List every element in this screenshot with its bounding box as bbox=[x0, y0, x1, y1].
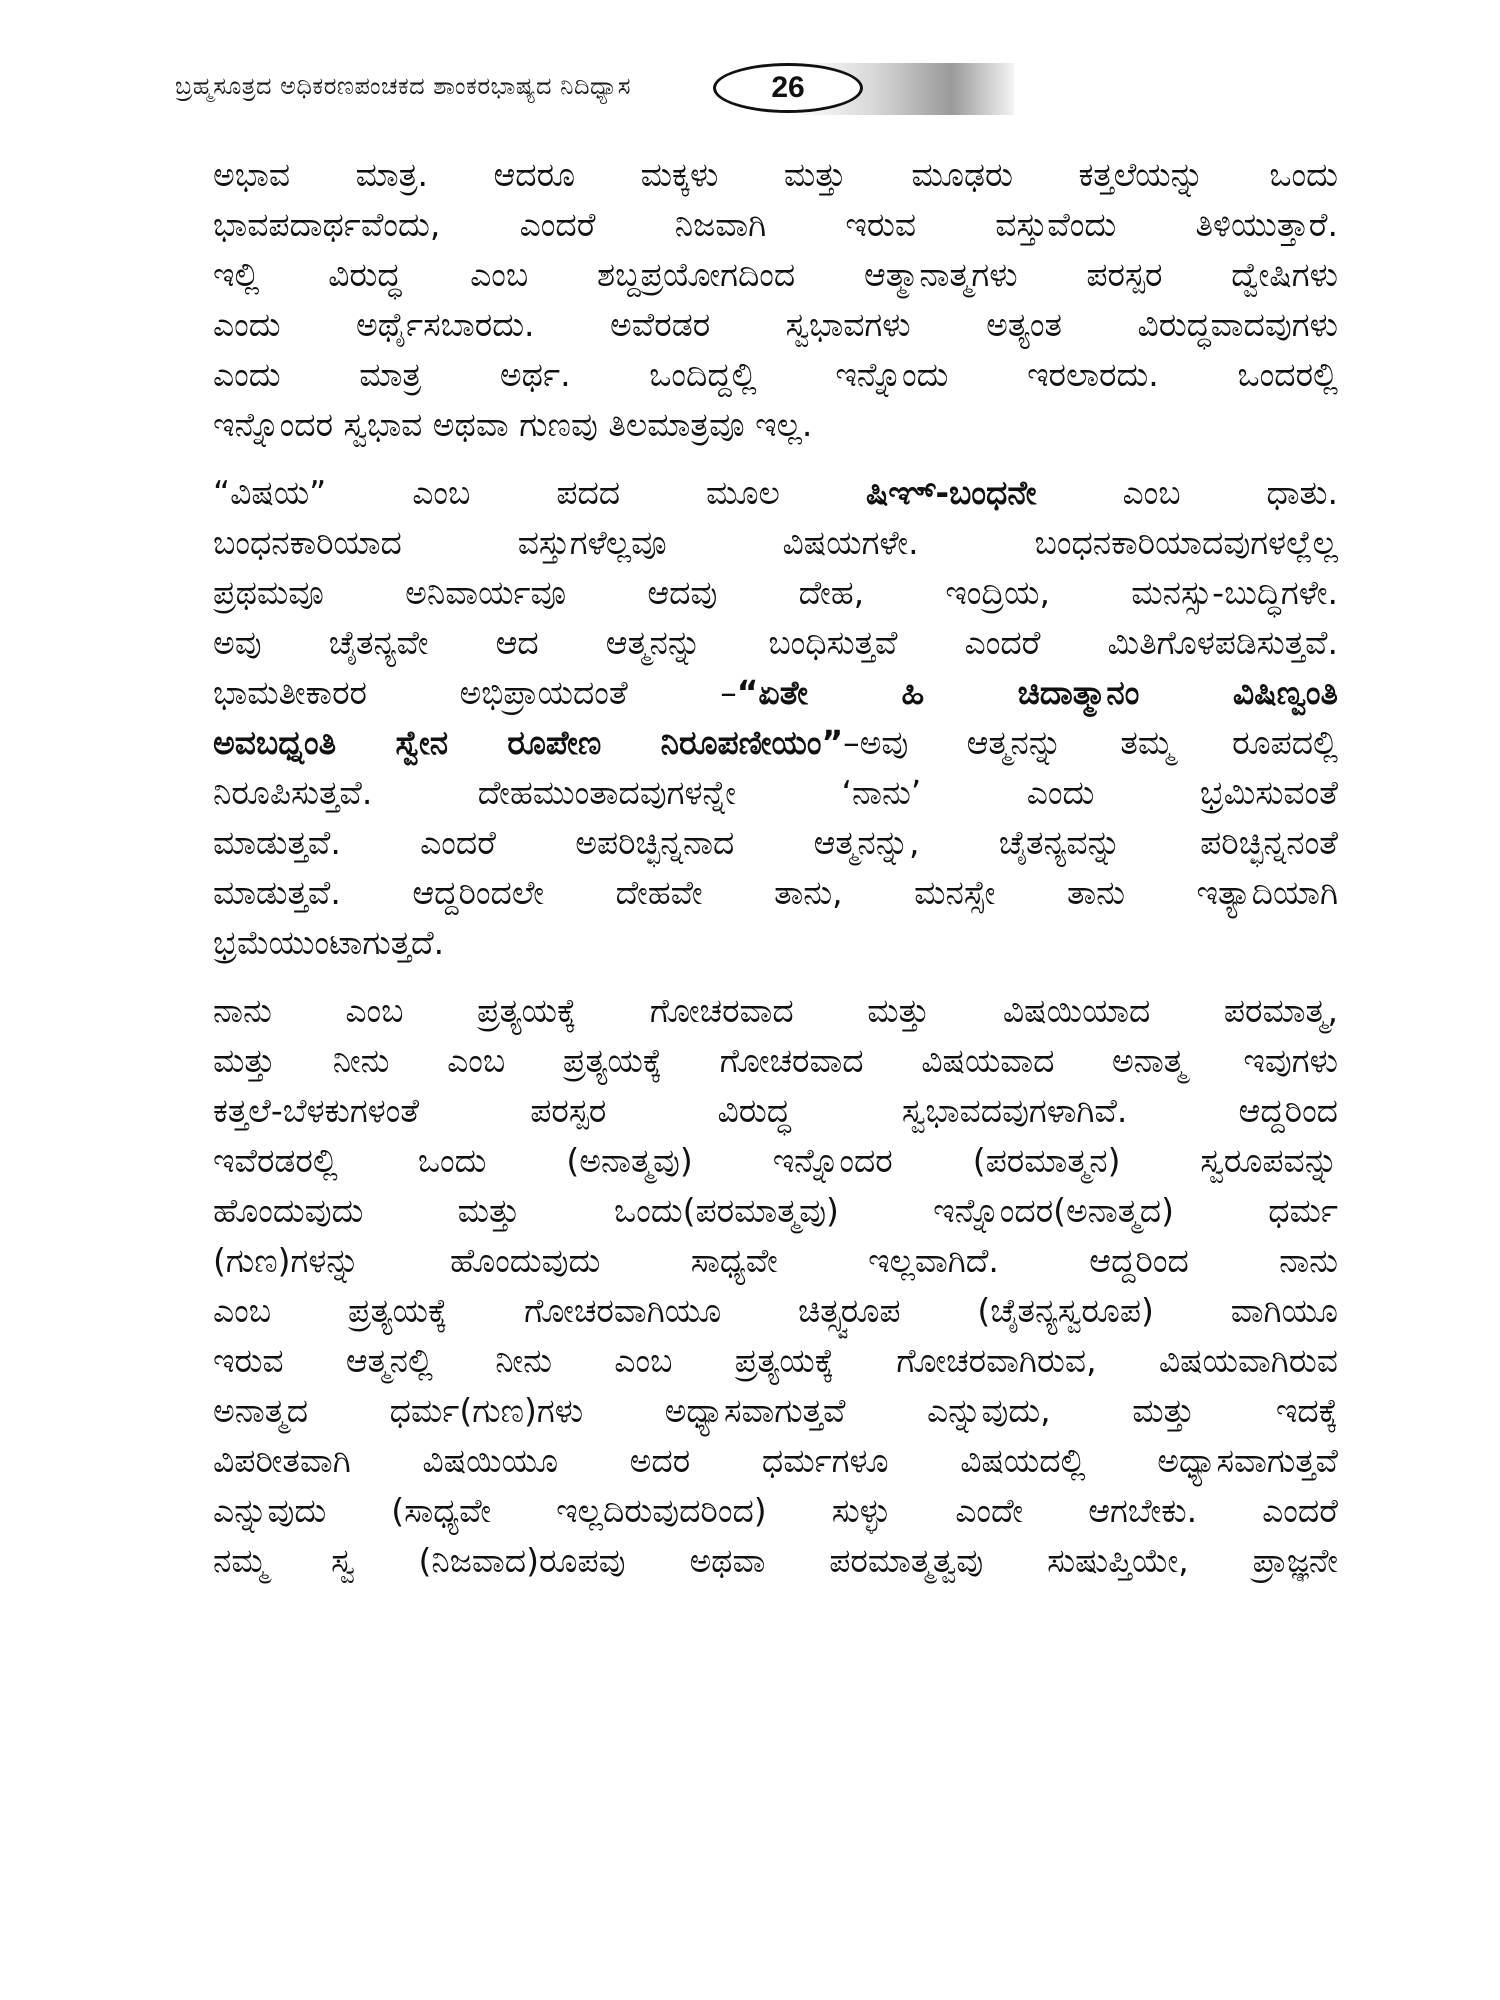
text-line: ಬಂಧನಕಾರಿಯಾದ ವಸ್ತುಗಳೆಲ್ಲವೂ ವಿಷಯಗಳೇ. ಬಂಧನಕಾರಿಯಾದವುಗಳಲ್ಲೆಲ್ಲ bbox=[213, 523, 1338, 562]
running-title: ಬ್ರಹ್ಮಸೂತ್ರದ ಅಧಿಕರಣಪಂಚಕದ ಶಾಂಕರಭಾಷ್ಯದ ನಿದಿಧ್ಯಾಸ bbox=[175, 72, 632, 100]
text-line: ಅನಾತ್ಮದ ಧರ್ಮ(ಗುಣ)ಗಳು ಅಧ್ಯಾಸವಾಗುತ್ತವೆ ಎನ್ನುವುದು, ಮತ್ತು ಇದಕ್ಕೆ bbox=[213, 1391, 1338, 1430]
bold-quote: “ಏತೇ ಹಿ ಚಿದಾತ್ಮಾನಂ ವಿಷಿಣ್ವಂತಿ bbox=[736, 673, 1338, 712]
text-line: ನಿರೂಪಿಸುತ್ತವೆ. ದೇಹಮುಂತಾದವುಗಳನ್ನೇ ‘ನಾನು’ ಎಂದು ಭ್ರಮಿಸುವಂತೆ bbox=[213, 773, 1338, 812]
text-line: ಮತ್ತು ನೀನು ಎಂಬ ಪ್ರತ್ಯಯಕ್ಕೆ ಗೋಚರವಾದ ವಿಷಯವಾದ ಅನಾತ್ಮ ಇವುಗಳು bbox=[213, 1041, 1338, 1080]
body-text bbox=[213, 150, 1338, 1604]
text-line bbox=[213, 468, 1338, 518]
bold-term: ಷಿಞ್-ಬಂಧನೇ bbox=[865, 473, 1037, 512]
page-number: 26 bbox=[713, 63, 863, 113]
text-line: ಕತ್ತಲೆ-ಬೆಳಕುಗಳಂತೆ ಪರಸ್ಪರ ವಿರುದ್ಧ ಸ್ವಭಾವದವುಗಳಾಗಿವೆ. ಆದ್ದರಿಂದ bbox=[213, 1091, 1338, 1130]
text-line: ಭ್ರಮೆಯುಂಟಾಗುತ್ತದೆ. bbox=[213, 923, 445, 962]
text-line: ಎನ್ನುವುದು (ಸಾಧ್ಯವೇ ಇಲ್ಲದಿರುವುದರಿಂದ) ಸುಳ್ಳು ಎಂದೇ ಆಗಬೇಕು. ಎಂದರೆ bbox=[213, 1491, 1338, 1530]
text-line: ನಮ್ಮ ಸ್ವ (ನಿಜವಾದ)ರೂಪವು ಅಥವಾ ಪರಮಾತ್ಮತ್ವವು ಸುಷುಪ್ತಿಯೇ, ಪ್ರಾಜ್ಞನೇ bbox=[213, 1541, 1338, 1580]
text-line: (ಗುಣ)ಗಳನ್ನು ಹೊಂದುವುದು ಸಾಧ್ಯವೇ ಇಲ್ಲವಾಗಿದೆ. ಆದ್ದರಿಂದ ನಾನು bbox=[213, 1241, 1338, 1280]
text-line: ಅಭಾವ ಮಾತ್ರ. ಆದರೂ ಮಕ್ಕಳು ಮತ್ತು ಮೂಢರು ಕತ್ತಲೆಯನ್ನು ಒಂದು bbox=[213, 155, 1338, 194]
paragraph bbox=[213, 986, 1338, 1586]
text-line: ಇವೆರಡರಲ್ಲಿ ಒಂದು (ಅನಾತ್ಮವು) ಇನ್ನೊಂದರ (ಪರಮಾತ್ಮನ) ಸ್ವರೂಪವನ್ನು bbox=[213, 1141, 1338, 1180]
text-segment: –ಅವು ಆತ್ಮನನ್ನು ತಮ್ಮ ರೂಪದಲ್ಲಿ bbox=[843, 723, 1339, 762]
text-line: ಇನ್ನೊಂದರ ಸ್ವಭಾವ ಅಥವಾ ಗುಣವು ತಿಲಮಾತ್ರವೂ ಇಲ್ಲ. bbox=[213, 405, 813, 444]
text-line: ಇಲ್ಲಿ ವಿರುದ್ಧ ಎಂಬ ಶಬ್ದಪ್ರಯೋಗದಿಂದ ಆತ್ಮಾನಾತ್ಮಗಳು ಪರಸ್ಪರ ದ್ವೇಷಿಗಳು bbox=[213, 255, 1338, 294]
text-line: ಪ್ರಥಮವೂ ಅನಿವಾರ್ಯವೂ ಆದವು ದೇಹ, ಇಂದ್ರಿಯ, ಮನಸ್ಸು-ಬುದ್ಧಿಗಳೇ. bbox=[213, 573, 1338, 612]
text-line: ನಾನು ಎಂಬ ಪ್ರತ್ಯಯಕ್ಕೆ ಗೋಚರವಾದ ಮತ್ತು ವಿಷಯಿಯಾದ ಪರಮಾತ್ಮ, bbox=[213, 991, 1338, 1030]
text-segment: ಭಾಮತೀಕಾರರ ಅಭಿಪ್ರಾಯದಂತೆ – bbox=[213, 673, 737, 712]
text-line: ಎಂದು ಮಾತ್ರ ಅರ್ಥ. ಒಂದಿದ್ದಲ್ಲಿ ಇನ್ನೊಂದು ಇರಲಾರದು. ಒಂದರಲ್ಲಿ bbox=[213, 355, 1338, 394]
text-segment: ಎಂಬ ಧಾತು. bbox=[1036, 473, 1338, 512]
text-line: ಇರುವ ಆತ್ಮನಲ್ಲಿ ನೀನು ಎಂಬ ಪ್ರತ್ಯಯಕ್ಕೆ ಗೋಚರವಾಗಿರುವ, ವಿಷಯವಾಗಿರುವ bbox=[213, 1341, 1338, 1380]
text-line: ಭಾವಪದಾರ್ಥವೆಂದು, ಎಂದರೆ ನಿಜವಾಗಿ ಇರುವ ವಸ್ತುವೆಂದು ತಿಳಿಯುತ್ತಾರೆ. bbox=[213, 205, 1338, 244]
text-line: ಮಾಡುತ್ತವೆ. ಆದ್ದರಿಂದಲೇ ದೇಹವೇ ತಾನು, ಮನಸ್ಸೇ ತಾನು ಇತ್ಯಾದಿಯಾಗಿ bbox=[213, 873, 1338, 912]
paragraph bbox=[213, 468, 1338, 968]
text-segment: “ವಿಷಯ” ಎಂಬ ಪದದ ಮೂಲ bbox=[213, 473, 866, 512]
text-line: ಹೊಂದುವುದು ಮತ್ತು ಒಂದು(ಪರಮಾತ್ಮವು) ಇನ್ನೊಂದರ(ಅನಾತ್ಮದ) ಧರ್ಮ bbox=[213, 1191, 1338, 1230]
text-line: ಎಂಬ ಪ್ರತ್ಯಯಕ್ಕೆ ಗೋಚರವಾಗಿಯೂ ಚಿತ್ಸ್ವರೂಪ (ಚೈತನ್ಯಸ್ವರೂಪ) ವಾಗಿಯೂ bbox=[213, 1291, 1338, 1330]
page-header bbox=[175, 48, 1015, 128]
bold-quote: ಅವಬಧ್ನಂತಿ ಸ್ವೇನ ರೂಪೇಣ ನಿರೂಪಣೀಯಂ” bbox=[213, 723, 844, 762]
text-line bbox=[213, 668, 1338, 718]
text-line: ಅವು ಚೈತನ್ಯವೇ ಆದ ಆತ್ಮನನ್ನು ಬಂಧಿಸುತ್ತವೆ ಎಂದರೆ ಮಿತಿಗೊಳಪಡಿಸುತ್ತವೆ. bbox=[213, 623, 1338, 662]
text-line: ಮಾಡುತ್ತವೆ. ಎಂದರೆ ಅಪರಿಚ್ಛಿನ್ನನಾದ ಆತ್ಮನನ್ನು, ಚೈತನ್ಯವನ್ನು ಪರಿಚ್ಛಿನ್ನನಂತೆ bbox=[213, 823, 1338, 862]
text-line bbox=[213, 718, 1338, 768]
paragraph bbox=[213, 150, 1338, 450]
text-line: ಎಂದು ಅರ್ಥೈಸಬಾರದು. ಅವೆರಡರ ಸ್ವಭಾವಗಳು ಅತ್ಯಂತ ವಿರುದ್ಧವಾದವುಗಳು bbox=[213, 305, 1338, 344]
text-line: ವಿಪರೀತವಾಗಿ ವಿಷಯಿಯೂ ಅದರ ಧರ್ಮಗಳೂ ವಿಷಯದಲ್ಲಿ ಅಧ್ಯಾಸವಾಗುತ್ತವೆ bbox=[213, 1441, 1338, 1480]
